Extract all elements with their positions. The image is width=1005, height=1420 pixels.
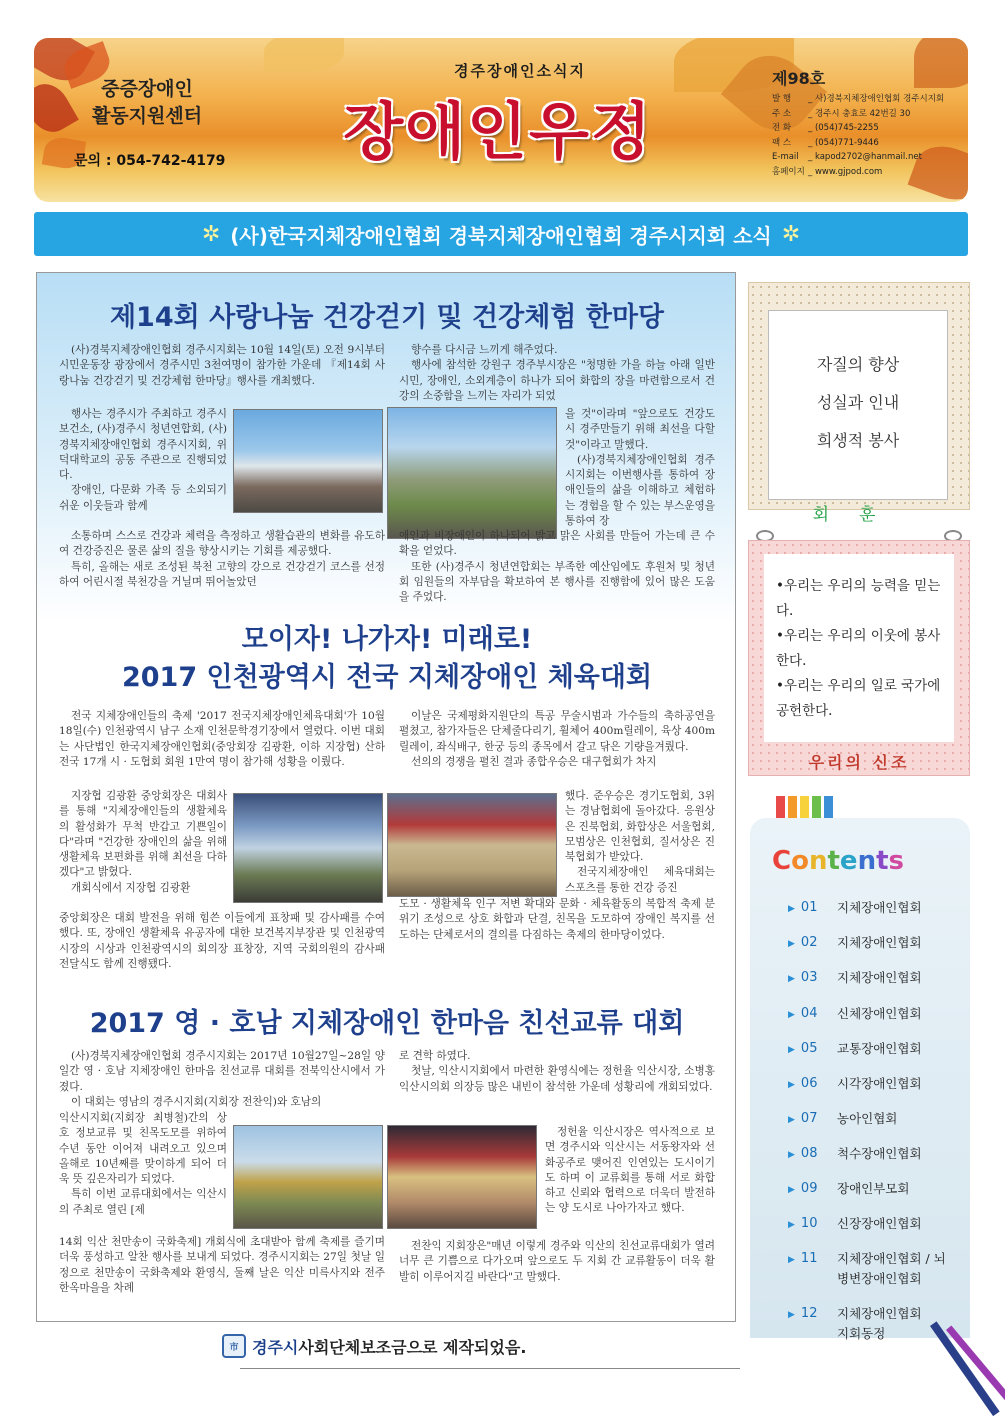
toc-num-text: 02 xyxy=(800,935,818,950)
pubinfo-value: _ www.gjpod.com xyxy=(808,166,883,177)
article3-left-top xyxy=(59,1049,385,1110)
exchange-event-photo-2 xyxy=(387,1125,537,1229)
article3-paragraph: 정헌율 익산시장은 역사적으로 보면 경주시와 익산시는 서동왕자와 선화공주로 맺어진 인연있는 도시이기도 하며 이 교류회를 통해 서로 화합하고 신뢰와 협력으로 더욱더 발전하는 양 도시로 나아가자고 했다. xyxy=(545,1126,715,1215)
walking-event-photo-1 xyxy=(233,409,383,513)
center-phone: 문의 : 054-742-4179 xyxy=(74,153,226,169)
article1-paragraph: 을 것"이라며 "앞으로도 건강도시 경주만들기 위해 최선을 다할 것"이라고 말했다. xyxy=(565,408,715,451)
publisher-info xyxy=(772,92,944,179)
article3-left-bottom xyxy=(59,1235,385,1296)
pubinfo-key: E-mail xyxy=(772,152,799,162)
toc-num-text: 04 xyxy=(800,1006,818,1021)
toc-num-text: 07 xyxy=(800,1111,818,1126)
toc-number[interactable] xyxy=(788,1006,817,1021)
article1-paragraph: 특히, 올해는 새로 조성된 북천 고향의 강으로 건강걷기 코스를 선정하여 어린시절 북천강을 거닐며 뛰어놀았던 xyxy=(59,560,385,588)
article2-paragraph: 전국 지체장애인들의 축제 '2017 전국지체장애인체육대회'가 10월 18일(수) 인천광역시 남구 소재 인천문학경기장에서 열렸다. 이번 대회는 사단법인 한국지체장애인협회(중앙회장 김광환, 이하 지장협) 산하 전국 17개 시 · 도협회 회원 1만여 명이 참가해 성황을 이뤘다. xyxy=(59,710,385,768)
article3-title: 2017 영 · 호남 지체장애인 한마음 친선교류 대회 xyxy=(89,1008,685,1039)
toc-num-text: 03 xyxy=(800,970,818,985)
creed-item-2: •우리는 우리의 이웃에 봉사한다. xyxy=(776,628,941,669)
article2-right-bottom xyxy=(399,897,715,943)
creed-item-1: •우리는 우리의 능력을 믿는다. xyxy=(776,578,941,619)
exchange-event-photo-1 xyxy=(233,1125,383,1229)
center-name-line2: 활동지원센터 xyxy=(91,105,203,127)
toc-number[interactable] xyxy=(788,1251,817,1266)
toc-item[interactable]: 시각장애인협회 xyxy=(837,1076,922,1091)
toc-item[interactable]: 신장장애인협회 xyxy=(837,1216,922,1231)
article1-paragraph: (사)경북지체장애인협회 경주시지회는 이번행사를 통하여 장애인들의 삶을 이해하고 체험하는 경험을 할 수 있는 부스운영을 통하여 장 xyxy=(565,453,715,528)
arrow-right-icon: ▶ xyxy=(788,904,795,914)
pubinfo-key: 전 화 xyxy=(772,123,792,133)
article2-paragraph: 도모 · 생활체육 인구 저변 확대와 문화 · 체육활동의 복합적 축제 분위기 조성으로 상호 화합과 단결, 친목을 도모하여 장애인 복지를 선도하는 단체로서의 결의를 다짐하는 축제의 한마당이었다. xyxy=(399,898,715,941)
pubinfo-key: 발 행 xyxy=(772,94,792,104)
motto-line-2: 성실과 인내 xyxy=(816,393,900,412)
article2-paragraph: 했다. 준우승은 경기도협회, 3위는 경남협회에 돌아갔다. 응원상은 진북협회, 화합상은 서울협회, 모범상은 인천협회, 질서상은 진북협회가 받았다. xyxy=(565,790,715,864)
creed-item-3: •우리는 우리의 일로 국가에 공헌한다. xyxy=(776,678,941,719)
article1-paragraph: 향수를 다시금 느끼게 해주었다. xyxy=(411,344,558,356)
article1-paragraph: 행사는 경주시가 주최하고 경주시보건소, (사)경주시 청년연합회, (사)경북지체장애인협회 경주시지회, 위덕대학교의 공동 주관으로 진행되었다. xyxy=(59,408,227,482)
article2-paragraph: 이날은 국제평화지원단의 특공 무술시범과 가수들의 축하공연을 펼쳤고, 참가자들은 단체줄다리기, 휠체어 400m릴레이, 육상 400m릴레이, 좌식배구, 한궁 등의 종목에서 갈고 닦은 기량을겨뤘다. xyxy=(399,710,715,753)
footer-text: 사회단체보조금으로 제작되었음. xyxy=(298,1337,527,1357)
article1-paragraph: 애인과 비장애인이 하나되어 밝고 맑은 사회를 만들어 가는데 큰 수확을 얻었다. xyxy=(399,530,715,558)
arrow-right-icon: ▶ xyxy=(788,1150,795,1160)
article1-paragraph: 장애인, 다문화 가족 등 소외되기 쉬운 이웃들과 함께 xyxy=(59,484,227,512)
article3-right-side xyxy=(545,1125,715,1217)
arrow-right-icon: ▶ xyxy=(788,1185,795,1195)
article2-paragraph: 개회식에서 지장협 김광환 xyxy=(71,881,191,894)
toc-item[interactable]: 농아인협회 xyxy=(837,1111,898,1126)
arrow-right-icon: ▶ xyxy=(788,1080,795,1090)
center-name-line1: 중증장애인 xyxy=(101,78,193,100)
article3-right-bottom xyxy=(399,1239,715,1285)
toc-num-text: 10 xyxy=(800,1216,818,1231)
arrow-right-icon: ▶ xyxy=(788,974,795,984)
toc-item[interactable]: 교통장애인협회 xyxy=(837,1041,922,1056)
article1-right-side xyxy=(565,407,715,529)
article3-paragraph: 전찬익 지회장은"매년 이렇게 경주와 익산의 친선교류대회가 열려 너무 큰 기쁨으로 다가오며 앞으로도 두 지회 간 교류활동이 더욱 활발히 이루어지길 바란다"고 말했다. xyxy=(399,1240,715,1283)
toc-number[interactable] xyxy=(788,1076,817,1091)
article2-right-top xyxy=(399,709,715,770)
article1-right-bottom xyxy=(399,529,715,605)
article3-left-side xyxy=(59,1111,227,1218)
toc-item[interactable]: 지체장애인협회 xyxy=(837,900,922,915)
toc-num-text: 11 xyxy=(800,1251,818,1266)
article3-paragraph: (사)경북지체장애인협회 경주시지회는 2017년 10월27일~28일 양일간 영 · 호남 지체장애인 한마음 친선교류 대회를 전북익산시에서 가졌다. xyxy=(59,1050,385,1093)
arrow-right-icon: ▶ xyxy=(788,1220,795,1230)
arrow-right-icon: ▶ xyxy=(788,939,795,949)
article1-left-side xyxy=(59,407,227,514)
pubinfo-key: 팩 스 xyxy=(772,137,792,148)
article2-left-side xyxy=(59,789,227,896)
toc-item[interactable]: 지체장애인협회 지회동정 xyxy=(837,1306,922,1341)
article3-paragraph: 14회 익산 천만송이 국화축제] 개회식에 초대받아 함께 축제를 즐기며 더욱 풍성하고 알찬 행사를 보내게 되었다. 경주시지회는 27일 첫날 일정으로 천만송이 국화축제와 환영식, 둘째 날은 익산 미륵사지와 전주 한옥마을을 차례 xyxy=(59,1236,385,1294)
pubinfo-value: _ kapod2702@hanmail.net xyxy=(808,152,922,162)
toc-number[interactable] xyxy=(788,900,817,915)
toc-item[interactable]: 신체장애인협회 xyxy=(837,1006,922,1021)
motto-line-1: 자질의 향상 xyxy=(816,355,900,374)
footer-credit xyxy=(222,1334,762,1358)
pencil-icon xyxy=(946,1326,1005,1407)
toc-number[interactable] xyxy=(788,1111,817,1126)
article2-paragraph: 전국지체장애인 체육대회는 스포츠를 통한 건강 증진 xyxy=(565,866,715,894)
toc-number[interactable] xyxy=(788,1041,817,1056)
article3-paragraph: 이 대회는 영남의 경주시지회(지회장 전찬익)와 호남의 xyxy=(71,1095,322,1108)
article3-right-top xyxy=(399,1049,715,1095)
newsletter-subtitle: 경주장애인소식지 xyxy=(454,62,586,80)
footer-city: 경주시 xyxy=(252,1337,299,1357)
pubinfo-value: _ (054)771-9446 xyxy=(808,137,879,148)
arrow-right-icon: ▶ xyxy=(788,1310,795,1320)
pubinfo-key: 주 소 xyxy=(772,108,792,119)
toc-number[interactable] xyxy=(788,935,817,950)
article2-paragraph: 지장협 김광환 중앙회장은 대회사를 통해 "지체장애인들의 생활체육의 활성화가 무척 반갑고 기쁜일이다"라며 "건강한 장애인의 삶을 위해 생활체육 보편화를 위해 최선을 다하겠다"고 밝혔다. xyxy=(59,790,227,879)
toc-num-text: 09 xyxy=(800,1181,818,1196)
arrow-right-icon: ▶ xyxy=(788,1010,795,1020)
newsletter-title: 장애인우정 xyxy=(343,95,653,168)
star-icon: ✲ xyxy=(201,221,221,247)
arrow-right-icon: ▶ xyxy=(788,1255,795,1265)
center-name xyxy=(72,76,222,130)
article2-paragraph: 중앙회장은 대회 발전을 위해 힘쓴 이들에게 표창패 및 감사패를 수여했다. 또, 장애인 생활체육 유공자에 대한 보건복지부장관 및 인천광역시장의 시상과 인천광역시의 회의장 표창장, 지역 국회의원의 감사패 전달식도 함께 진행됐다. xyxy=(59,912,385,970)
sports-event-photo-1 xyxy=(233,793,383,903)
motto-label: 회훈 xyxy=(812,505,906,525)
toc-number[interactable] xyxy=(788,970,817,985)
toc-item[interactable]: 지체장애인협회 xyxy=(837,970,922,985)
section-banner xyxy=(34,212,968,256)
article2-left-top xyxy=(59,709,385,770)
sports-event-photo-2 xyxy=(387,793,557,897)
article1-paragraph: 소통하며 스스로 건강과 체력을 측정하고 생활습관의 변화를 유도하여 건강증진은 물론 삶의 질을 향상시키는 기회를 제공했다. xyxy=(59,530,385,558)
footer-divider xyxy=(240,1368,740,1369)
motto-line-3: 희생적 봉사 xyxy=(816,431,900,450)
contents-title: Contents xyxy=(772,846,904,876)
city-seal-icon: 市 xyxy=(222,1334,246,1358)
toc-num-text: 12 xyxy=(800,1306,818,1321)
toc-num-text: 01 xyxy=(800,900,818,915)
article2-title xyxy=(57,621,717,697)
article1-paragraph: 행사에 참석한 강원구 경주부시장은 "청명한 가을 하늘 아래 일반시민, 장애인, 소외계층이 하나가 되어 화합의 장을 마련함으로서 건강의 소중함을 느끼는 자리가 되었 xyxy=(399,359,715,402)
toc-number[interactable] xyxy=(788,1181,817,1196)
article3-paragraph: 특히 이번 교류대회에서는 익산시의 주최로 열린 [제 xyxy=(59,1188,227,1216)
toc-num-text: 06 xyxy=(800,1076,818,1091)
toc-num-text: 05 xyxy=(800,1041,818,1056)
article1-paragraph: 또한 (사)경주시 청년연합회는 부족한 예산임에도 후원처 및 청년회 임원들의 자부담을 확보하여 본 행사를 진행함에 있어 많은 도움을 주었다. xyxy=(399,560,715,604)
article3-paragraph: 로 견학 하였다. xyxy=(399,1050,471,1062)
walking-event-photo-2 xyxy=(387,407,557,539)
toc-number[interactable] xyxy=(788,1306,817,1321)
pubinfo-value: _ (054)745-2255 xyxy=(808,123,879,133)
arrow-right-icon: ▶ xyxy=(788,1115,795,1125)
article2-paragraph: 선의의 경쟁을 펼친 결과 종합우승은 대구협회가 차지 xyxy=(411,755,657,768)
articles-box xyxy=(36,272,736,1322)
pubinfo-key: 홈페이지 xyxy=(772,166,805,177)
article2-title-line2: 2017 인천광역시 전국 지체장애인 체육대회 xyxy=(121,662,653,693)
star-icon: ✲ xyxy=(781,221,801,247)
pubinfo-value: _ 사)경북지체장애인협회 경주시지회 xyxy=(808,94,945,104)
toc-item[interactable]: 척수장애인협회 xyxy=(837,1146,922,1161)
issue-number: 제98호 xyxy=(772,69,826,88)
article1-paragraph: (사)경북지체장애인협회 경주시지회는 10월 14일(토) 오전 9시부터 시민운동장 광장에서 경주시민 3천여명이 참가한 가운데 『제14회 사랑나눔 건강걷기 및 건강체험 한마당』행사를 개최했다. xyxy=(59,344,385,387)
article2-left-bottom xyxy=(59,911,385,972)
toc-number[interactable] xyxy=(788,1216,817,1231)
article1-title: 제14회 사랑나눔 건강걷기 및 건강체험 한마당 xyxy=(109,302,665,333)
article2-right-side xyxy=(565,789,715,896)
article1-right-top xyxy=(399,343,715,404)
toc-item[interactable]: 지체장애인협회 / 뇌병변장애인협회 xyxy=(837,1251,946,1286)
creed-label: 우리의 신조 xyxy=(808,753,910,772)
article1-left-bottom xyxy=(59,529,385,590)
pubinfo-value: _ 경주시 충효로 42번길 30 xyxy=(808,108,911,119)
banner-text: (사)한국지체장애인협회 경북지체장애인협회 경주시지회 소식 xyxy=(230,223,772,248)
toc-num-text: 08 xyxy=(800,1146,818,1161)
article3-paragraph: 익산시지회(지회장 최병철)간의 상호 정보교류 및 친목도모를 위하여 수년 동안 이어져 내려오고 있으며 올해로 10년째를 맞이하게 되어 더욱 뜻 깊은자리가 되었다. xyxy=(59,1112,227,1186)
article1-left-top xyxy=(59,343,385,389)
article3-paragraph: 첫날, 익산시지회에서 마련한 환영식에는 정헌율 익산시장, 소병홍 익산시의회 의장등 많은 내빈이 참석한 가운데 성황리에 개회되었다. xyxy=(399,1065,715,1093)
toc-item[interactable]: 지체장애인협회 xyxy=(837,935,922,950)
toc-number[interactable] xyxy=(788,1146,817,1161)
article2-title-line1: 모이자! 나가자! 미래로! xyxy=(241,624,533,655)
toc-item[interactable]: 장애인부모회 xyxy=(837,1181,910,1196)
arrow-right-icon: ▶ xyxy=(788,1045,795,1055)
